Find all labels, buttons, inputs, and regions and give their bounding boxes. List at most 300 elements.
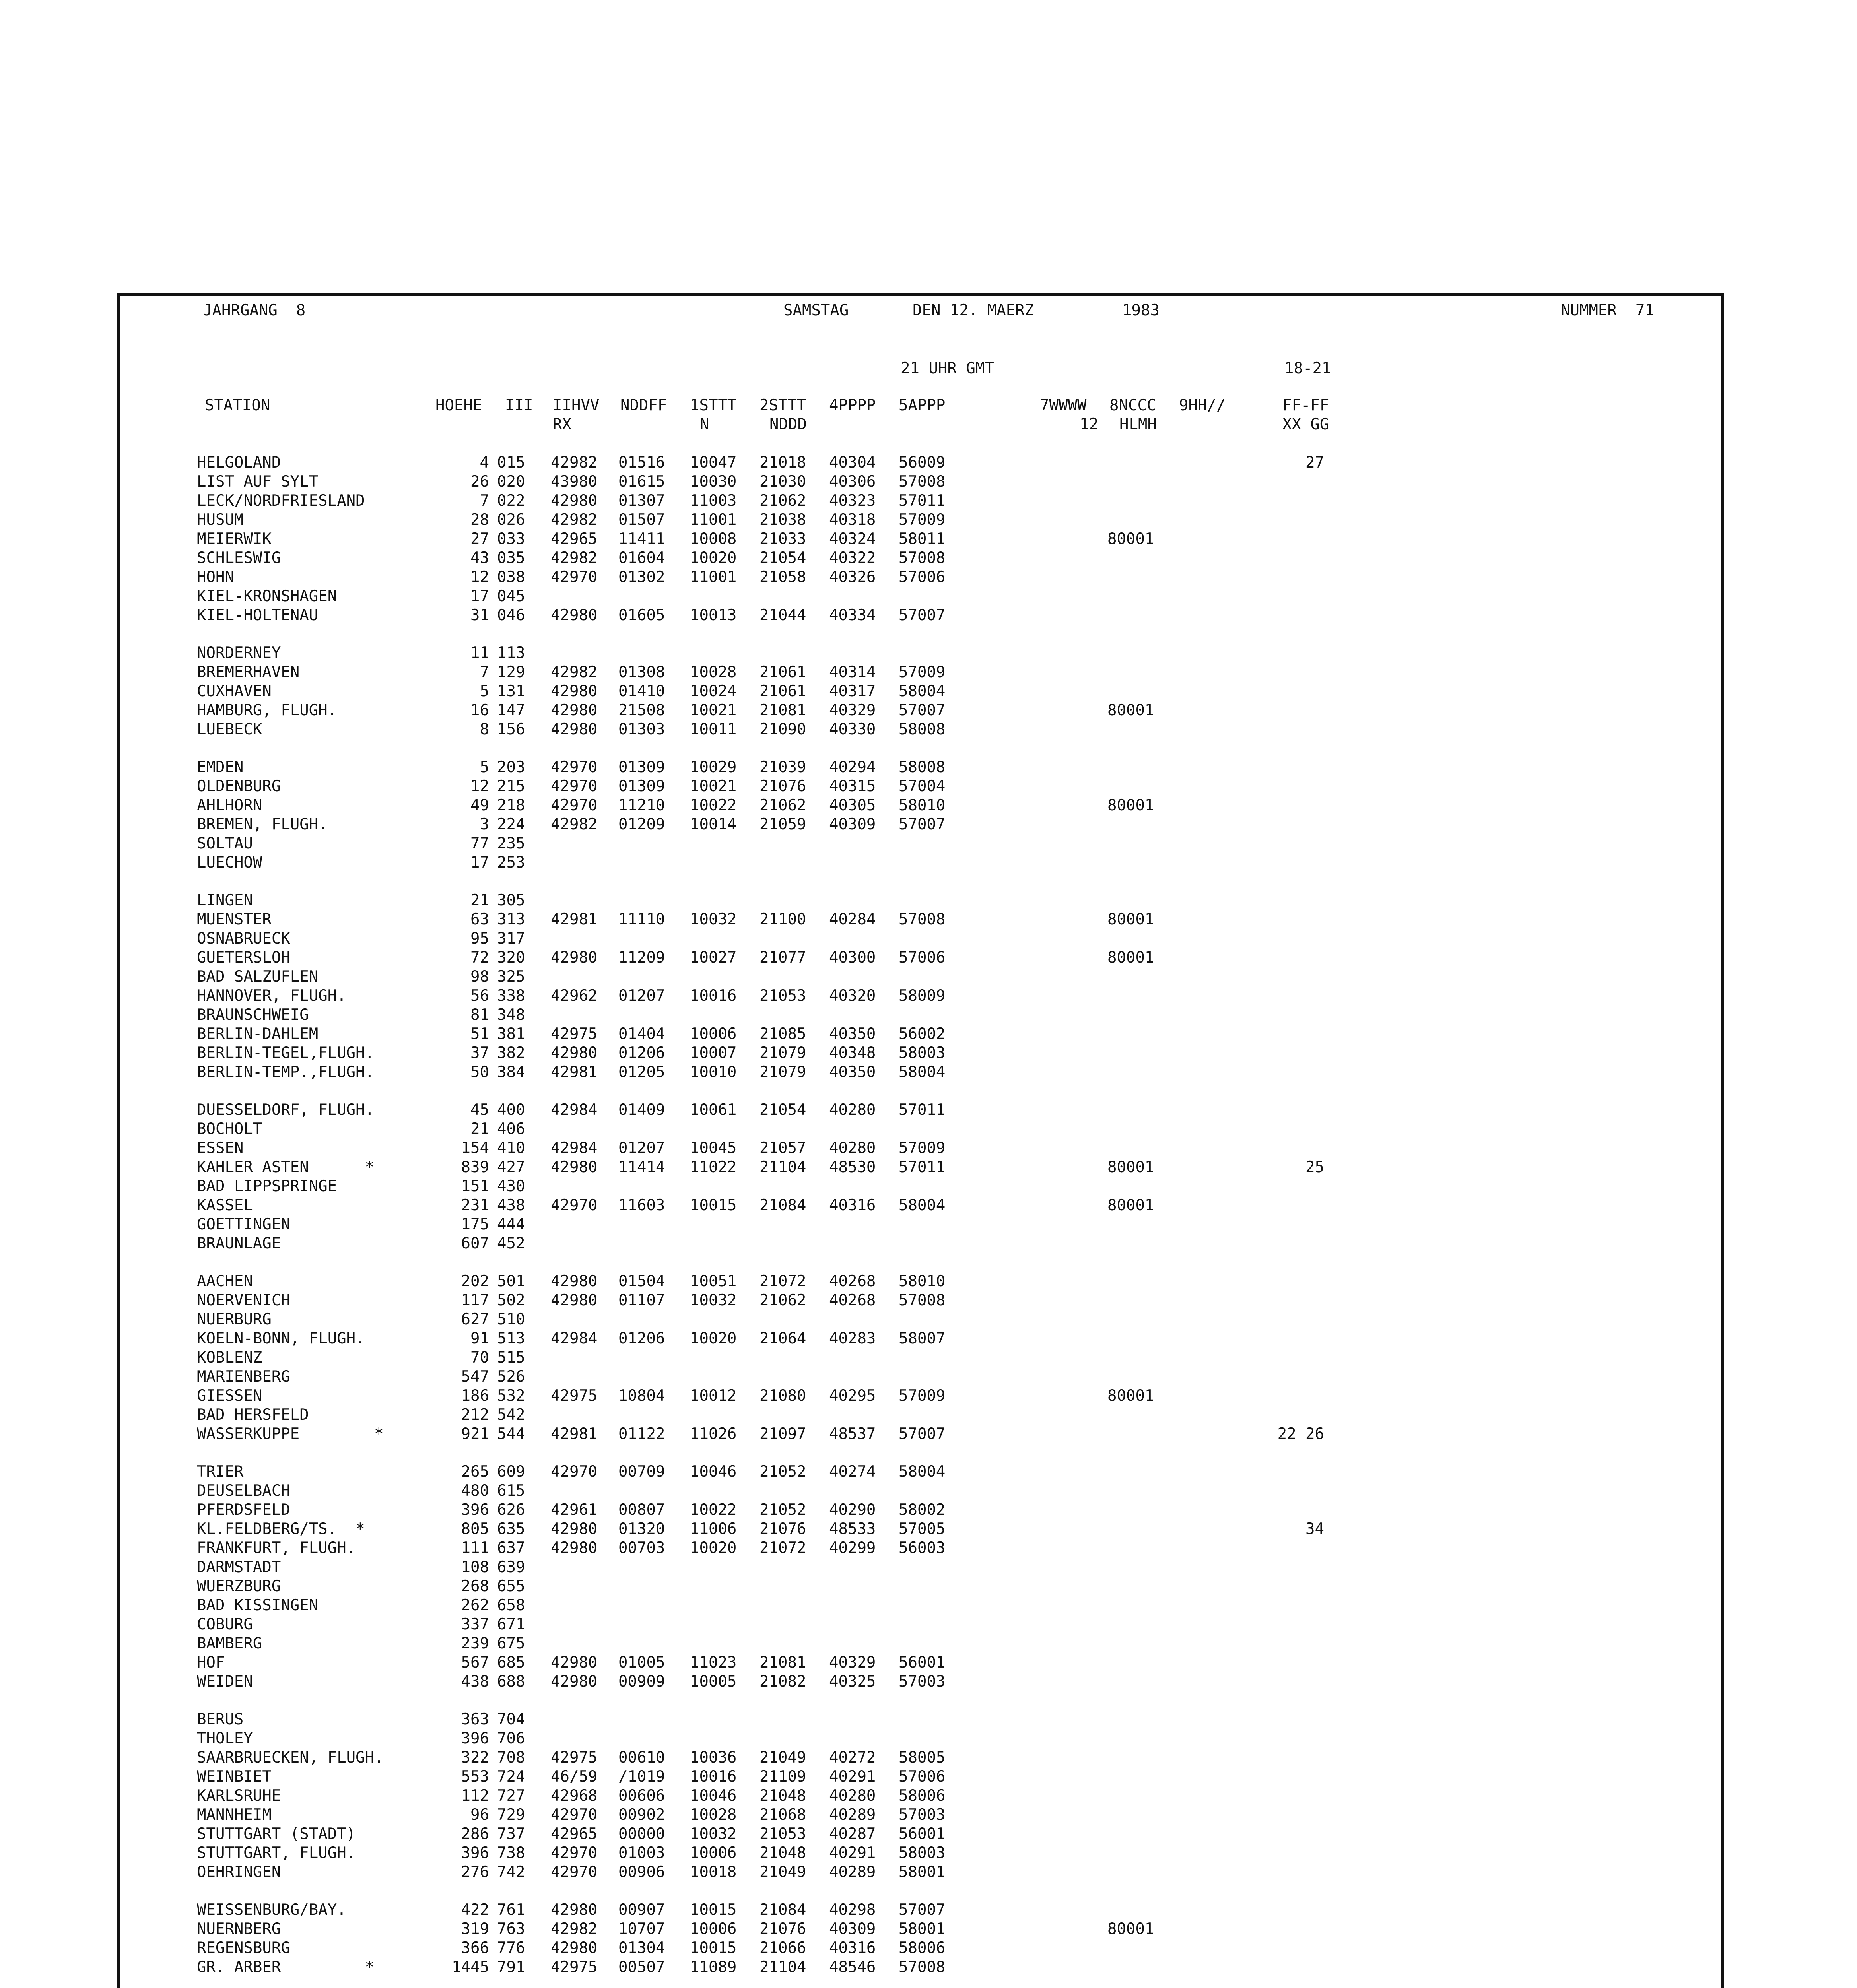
station-row xyxy=(117,1825,1724,1844)
cell-5appp: 57007 xyxy=(899,1425,946,1443)
station-name: BERLIN-DAHLEM xyxy=(197,1025,319,1043)
cell-hoehe: 31 xyxy=(470,606,489,624)
station-row xyxy=(117,1863,1724,1882)
station-row xyxy=(117,1215,1724,1234)
cell-nddff: 01604 xyxy=(618,549,665,567)
station-name: COBURG xyxy=(197,1615,253,1633)
cell-hoehe: 438 xyxy=(461,1673,489,1691)
cell-5appp: 58004 xyxy=(899,1463,946,1481)
cell-nddff: 01206 xyxy=(618,1044,665,1062)
cell-2sttt: 21064 xyxy=(760,1330,806,1347)
cell-nddff: 00703 xyxy=(618,1539,665,1557)
station-row xyxy=(117,1025,1724,1044)
cell-4pppp: 40320 xyxy=(829,987,876,1005)
cell-hoehe: 3 xyxy=(480,815,489,833)
cell-nddff: 01309 xyxy=(618,758,665,776)
station-row xyxy=(117,1462,1724,1481)
station-name: WEISSENBURG/BAY. xyxy=(197,1901,346,1919)
cell-2sttt: 21039 xyxy=(760,758,806,776)
cell-nddff: 01410 xyxy=(618,682,665,700)
cell-5appp: 58006 xyxy=(899,1939,946,1957)
cell-iii: 444 xyxy=(497,1215,525,1233)
cell-hoehe: 4 xyxy=(480,454,489,472)
cell-iii: 218 xyxy=(497,796,525,814)
station-name: DEUSELBACH xyxy=(197,1482,290,1500)
cell-2sttt: 21090 xyxy=(760,720,806,738)
cell-4pppp: 48546 xyxy=(829,1958,876,1976)
cell-nddff: 01307 xyxy=(618,492,665,510)
cell-1sttt: 10006 xyxy=(690,1844,737,1862)
cell-nddff: 01122 xyxy=(618,1425,665,1443)
cell-1sttt: 10028 xyxy=(690,1806,737,1824)
col-8nccc-sub: HLMH xyxy=(1119,415,1157,433)
cell-ffgg: 25 xyxy=(1305,1158,1324,1176)
cell-iii: 305 xyxy=(497,891,525,909)
cell-iihvv: 42975 xyxy=(551,1749,598,1767)
cell-iii: 317 xyxy=(497,930,525,947)
cell-4pppp: 40314 xyxy=(829,663,876,681)
cell-4pppp: 48533 xyxy=(829,1520,876,1538)
cell-4pppp: 40317 xyxy=(829,682,876,700)
cell-4pppp: 40283 xyxy=(829,1330,876,1347)
station-name: DARMSTADT xyxy=(197,1558,281,1576)
station-name: SCHLESWIG xyxy=(197,549,281,567)
cell-2sttt: 21077 xyxy=(760,949,806,967)
group-separator xyxy=(117,1444,1724,1462)
station-name: BAMBERG xyxy=(197,1635,262,1652)
cell-hoehe: 839 xyxy=(461,1158,489,1176)
col-1sttt: 1STTT xyxy=(690,396,737,414)
cell-5appp: 57004 xyxy=(899,777,946,795)
cell-5appp: 57007 xyxy=(899,606,946,624)
cell-5appp: 58009 xyxy=(899,987,946,1005)
col-nddff: NDDFF xyxy=(620,396,667,414)
cell-5appp: 58010 xyxy=(899,1272,946,1290)
cell-iii: 724 xyxy=(497,1768,525,1786)
station-row xyxy=(117,1481,1724,1501)
cell-5appp: 56009 xyxy=(899,454,946,472)
cell-2sttt: 21097 xyxy=(760,1425,806,1443)
cell-2sttt: 21018 xyxy=(760,454,806,472)
station-row xyxy=(117,1672,1724,1691)
cell-2sttt: 21038 xyxy=(760,511,806,529)
station-row xyxy=(117,1539,1724,1558)
cell-2sttt: 21048 xyxy=(760,1844,806,1862)
cell-4pppp: 40334 xyxy=(829,606,876,624)
station-name: BRAUNSCHWEIG xyxy=(197,1006,309,1024)
cell-iihvv: 42980 xyxy=(551,1044,598,1062)
cell-1sttt: 10061 xyxy=(690,1101,737,1119)
cell-hoehe: 21 xyxy=(470,891,489,909)
cell-2sttt: 21062 xyxy=(760,1291,806,1309)
cell-4pppp: 40325 xyxy=(829,1673,876,1691)
station-row xyxy=(117,1653,1724,1672)
cell-4pppp: 40305 xyxy=(829,796,876,814)
cell-2sttt: 21054 xyxy=(760,549,806,567)
cell-iii: 637 xyxy=(497,1539,525,1557)
station-row xyxy=(117,986,1724,1006)
cell-hoehe: 5 xyxy=(480,758,489,776)
station-row xyxy=(117,1406,1724,1425)
station-row xyxy=(117,1501,1724,1520)
cell-4pppp: 40280 xyxy=(829,1139,876,1157)
cell-iihvv: 42970 xyxy=(551,777,598,795)
cell-hoehe: 98 xyxy=(470,968,489,986)
cell-1sttt: 11089 xyxy=(690,1958,737,1976)
cell-iihvv: 42980 xyxy=(551,1291,598,1309)
station-name: THOLEY xyxy=(197,1730,253,1747)
cell-nddff: 10804 xyxy=(618,1387,665,1405)
cell-5appp: 58002 xyxy=(899,1501,946,1519)
cell-iii: 452 xyxy=(497,1235,525,1252)
col-2sttt-sub: NDDD xyxy=(769,415,807,433)
cell-nddff: 21508 xyxy=(618,701,665,719)
cell-iihvv: 42980 xyxy=(551,701,598,719)
cell-hoehe: 212 xyxy=(461,1406,489,1424)
station-row xyxy=(117,568,1724,587)
cell-2sttt: 21052 xyxy=(760,1501,806,1519)
cell-nddff: 00902 xyxy=(618,1806,665,1824)
cell-4pppp: 40326 xyxy=(829,568,876,586)
station-row xyxy=(117,1120,1724,1139)
station-name: HUSUM xyxy=(197,511,244,529)
col-ff-sub: XX GG xyxy=(1282,415,1329,433)
cell-hoehe: 175 xyxy=(461,1215,489,1233)
station-row xyxy=(117,682,1724,701)
cell-iii: 685 xyxy=(497,1654,525,1672)
cell-5appp: 57005 xyxy=(899,1520,946,1538)
cell-4pppp: 40287 xyxy=(829,1825,876,1843)
cell-iii: 776 xyxy=(497,1939,525,1957)
cell-1sttt: 10032 xyxy=(690,1825,737,1843)
station-row xyxy=(117,758,1724,777)
cell-2sttt: 21076 xyxy=(760,1920,806,1938)
cell-1sttt: 10013 xyxy=(690,606,737,624)
cell-iii: 635 xyxy=(497,1520,525,1538)
cell-nddff: 00507 xyxy=(618,1958,665,1976)
cell-5appp: 58004 xyxy=(899,682,946,700)
year: 1983 xyxy=(1122,301,1160,319)
period: 18-21 xyxy=(1284,359,1331,377)
cell-hoehe: 77 xyxy=(470,835,489,852)
station-name: HOHN xyxy=(197,568,234,586)
cell-iii: 203 xyxy=(497,758,525,776)
station-row xyxy=(117,1767,1724,1786)
cell-5appp: 58004 xyxy=(899,1196,946,1214)
cell-hoehe: 202 xyxy=(461,1272,489,1290)
cell-5appp: 58006 xyxy=(899,1787,946,1805)
cell-iii: 729 xyxy=(497,1806,525,1824)
station-row xyxy=(117,1786,1724,1806)
cell-hoehe: 547 xyxy=(461,1368,489,1386)
cell-8nccc: 80001 xyxy=(1107,949,1154,967)
cell-1sttt: 10005 xyxy=(690,1673,737,1691)
cell-2sttt: 21057 xyxy=(760,1139,806,1157)
cell-4pppp: 40306 xyxy=(829,473,876,491)
cell-2sttt: 21079 xyxy=(760,1063,806,1081)
station-row xyxy=(117,663,1724,682)
cell-5appp: 56003 xyxy=(899,1539,946,1557)
cell-nddff: 11414 xyxy=(618,1158,665,1176)
cell-iii: 655 xyxy=(497,1577,525,1595)
cell-nddff: 00709 xyxy=(618,1463,665,1481)
station-row xyxy=(117,1386,1724,1406)
cell-1sttt: 10022 xyxy=(690,796,737,814)
cell-hoehe: 567 xyxy=(461,1654,489,1672)
cell-1sttt: 10036 xyxy=(690,1749,737,1767)
cell-2sttt: 21072 xyxy=(760,1539,806,1557)
cell-nddff: 11209 xyxy=(618,949,665,967)
cell-5appp: 57007 xyxy=(899,815,946,833)
cell-hoehe: 50 xyxy=(470,1063,489,1081)
cell-hoehe: 396 xyxy=(461,1501,489,1519)
cell-1sttt: 10029 xyxy=(690,758,737,776)
station-row xyxy=(117,815,1724,834)
station-name: NUERBURG xyxy=(197,1310,272,1328)
cell-hoehe: 151 xyxy=(461,1177,489,1195)
cell-nddff: 01308 xyxy=(618,663,665,681)
col-iihvv-sub: RX xyxy=(553,415,571,433)
col-8nccc: 8NCCC xyxy=(1109,396,1156,414)
station-name: STUTTGART, FLUGH. xyxy=(197,1844,356,1862)
cell-iii: 501 xyxy=(497,1272,525,1290)
cell-iii: 348 xyxy=(497,1006,525,1024)
cell-5appp: 56001 xyxy=(899,1825,946,1843)
cell-iihvv: 42982 xyxy=(551,454,598,472)
station-row xyxy=(117,1729,1724,1748)
cell-iii: 410 xyxy=(497,1139,525,1157)
cell-1sttt: 10032 xyxy=(690,911,737,928)
cell-iii: 515 xyxy=(497,1349,525,1367)
cell-1sttt: 10046 xyxy=(690,1463,737,1481)
station-row xyxy=(117,1063,1724,1082)
cell-iihvv: 42980 xyxy=(551,492,598,510)
cell-hoehe: 262 xyxy=(461,1596,489,1614)
cell-5appp: 57007 xyxy=(899,1901,946,1919)
cell-1sttt: 10028 xyxy=(690,663,737,681)
cell-hoehe: 112 xyxy=(461,1787,489,1805)
cell-iihvv: 42981 xyxy=(551,911,598,928)
cell-iihvv: 42980 xyxy=(551,682,598,700)
cell-4pppp: 40280 xyxy=(829,1787,876,1805)
cell-5appp: 57009 xyxy=(899,1387,946,1405)
cell-8nccc: 80001 xyxy=(1107,911,1154,928)
cell-4pppp: 40299 xyxy=(829,1539,876,1557)
station-name: TRIER xyxy=(197,1463,244,1481)
cell-2sttt: 21072 xyxy=(760,1272,806,1290)
cell-1sttt: 10015 xyxy=(690,1939,737,1957)
col-7wwww: 7WWWW xyxy=(1040,396,1087,414)
cell-5appp: 57007 xyxy=(899,701,946,719)
cell-iii: 406 xyxy=(497,1120,525,1138)
station-row xyxy=(117,1139,1724,1158)
cell-5appp: 57008 xyxy=(899,549,946,567)
cell-iii: 639 xyxy=(497,1558,525,1576)
cell-5appp: 57009 xyxy=(899,663,946,681)
col-5appp: 5APPP xyxy=(899,396,946,414)
cell-5appp: 57006 xyxy=(899,568,946,586)
cell-nddff: 10707 xyxy=(618,1920,665,1938)
cell-hoehe: 396 xyxy=(461,1844,489,1862)
cell-5appp: 57008 xyxy=(899,473,946,491)
station-name: KOELN-BONN, FLUGH. xyxy=(197,1330,365,1347)
station-name: NUERNBERG xyxy=(197,1920,281,1938)
col-iii: III xyxy=(505,396,533,414)
cell-hoehe: 268 xyxy=(461,1577,489,1595)
station-row xyxy=(117,1348,1724,1367)
cell-4pppp: 40291 xyxy=(829,1844,876,1862)
cell-iii: 727 xyxy=(497,1787,525,1805)
cell-1sttt: 10020 xyxy=(690,1330,737,1347)
station-row xyxy=(117,834,1724,853)
cell-1sttt: 10008 xyxy=(690,530,737,548)
station-row xyxy=(117,1710,1724,1729)
cell-hoehe: 37 xyxy=(470,1044,489,1062)
cell-4pppp: 40274 xyxy=(829,1463,876,1481)
cell-iii: 737 xyxy=(497,1825,525,1843)
cell-4pppp: 40329 xyxy=(829,1654,876,1672)
station-name: MARIENBERG xyxy=(197,1368,290,1386)
cell-2sttt: 21030 xyxy=(760,473,806,491)
cell-nddff: 01003 xyxy=(618,1844,665,1862)
col-station: STATION xyxy=(205,396,270,414)
cell-iii: 046 xyxy=(497,606,525,624)
cell-hoehe: 91 xyxy=(470,1330,489,1347)
station-name: KIEL-HOLTENAU xyxy=(197,606,319,624)
station-row xyxy=(117,1367,1724,1386)
station-name: HANNOVER, FLUGH. xyxy=(197,987,346,1005)
col-hoehe: HOEHE xyxy=(435,396,482,414)
station-table xyxy=(117,453,1724,1988)
cell-2sttt: 21049 xyxy=(760,1863,806,1881)
cell-1sttt: 11001 xyxy=(690,568,737,586)
cell-nddff: 01507 xyxy=(618,511,665,529)
cell-1sttt: 11003 xyxy=(690,492,737,510)
cell-iii: 224 xyxy=(497,815,525,833)
cell-iii: 338 xyxy=(497,987,525,1005)
cell-iii: 708 xyxy=(497,1749,525,1767)
station-row xyxy=(117,472,1724,491)
cell-4pppp: 40350 xyxy=(829,1025,876,1043)
cell-2sttt: 21059 xyxy=(760,815,806,833)
cell-2sttt: 21062 xyxy=(760,492,806,510)
cell-1sttt: 11023 xyxy=(690,1654,737,1672)
cell-iii: 325 xyxy=(497,968,525,986)
station-row xyxy=(117,1748,1724,1767)
issue-number: NUMMER 71 xyxy=(1561,301,1654,319)
station-name: WUERZBURG xyxy=(197,1577,281,1595)
station-name: BAD LIPPSPRINGE xyxy=(197,1177,337,1195)
station-row xyxy=(117,1177,1724,1196)
station-name: HAMBURG, FLUGH. xyxy=(197,701,337,719)
cell-2sttt: 21053 xyxy=(760,987,806,1005)
cell-1sttt: 10021 xyxy=(690,701,737,719)
cell-4pppp: 40291 xyxy=(829,1768,876,1786)
cell-2sttt: 21109 xyxy=(760,1768,806,1786)
station-row xyxy=(117,948,1724,967)
station-name: ESSEN xyxy=(197,1139,244,1157)
cell-iihvv: 42968 xyxy=(551,1787,598,1805)
station-name: BERLIN-TEGEL,FLUGH. xyxy=(197,1044,375,1062)
cell-1sttt: 10006 xyxy=(690,1920,737,1938)
cell-5appp: 58001 xyxy=(899,1920,946,1938)
cell-hoehe: 117 xyxy=(461,1291,489,1309)
cell-iihvv: 42982 xyxy=(551,511,598,529)
station-row xyxy=(117,1329,1724,1348)
cell-hoehe: 265 xyxy=(461,1463,489,1481)
cell-1sttt: 10051 xyxy=(690,1272,737,1290)
cell-nddff: 00606 xyxy=(618,1787,665,1805)
jahrgang: JAHRGANG 8 xyxy=(203,301,306,319)
cell-5appp: 58004 xyxy=(899,1063,946,1081)
station-name: FRANKFURT, FLUGH. xyxy=(197,1539,356,1557)
station-name: BAD KISSINGEN xyxy=(197,1596,319,1614)
cell-5appp: 58008 xyxy=(899,758,946,776)
cell-2sttt: 21062 xyxy=(760,796,806,814)
station-name: KIEL-KRONSHAGEN xyxy=(197,587,337,605)
cell-8nccc: 80001 xyxy=(1107,701,1154,719)
group-separator xyxy=(117,1253,1724,1272)
station-row xyxy=(117,891,1724,910)
cell-2sttt: 21061 xyxy=(760,682,806,700)
cell-iihvv: 42970 xyxy=(551,1844,598,1862)
cell-2sttt: 21033 xyxy=(760,530,806,548)
cell-iii: 704 xyxy=(497,1710,525,1728)
cell-iihvv: 42970 xyxy=(551,796,598,814)
station-row xyxy=(117,1272,1724,1291)
cell-iii: 658 xyxy=(497,1596,525,1614)
cell-hoehe: 8 xyxy=(480,720,489,738)
station-name: BERUS xyxy=(197,1710,244,1728)
cell-1sttt: 11001 xyxy=(690,511,737,529)
cell-4pppp: 40350 xyxy=(829,1063,876,1081)
col-1sttt-sub: N xyxy=(700,415,709,433)
station-name: KARLSRUHE xyxy=(197,1787,281,1805)
station-row xyxy=(117,967,1724,986)
station-row xyxy=(117,1291,1724,1310)
cell-8nccc: 80001 xyxy=(1107,1196,1154,1214)
cell-hoehe: 26 xyxy=(470,473,489,491)
cell-2sttt: 21084 xyxy=(760,1901,806,1919)
cell-iii: 045 xyxy=(497,587,525,605)
station-row xyxy=(117,1425,1724,1444)
cell-2sttt: 21066 xyxy=(760,1939,806,1957)
cell-iihvv: 42981 xyxy=(551,1063,598,1081)
cell-1sttt: 10027 xyxy=(690,949,737,967)
cell-hoehe: 480 xyxy=(461,1482,489,1500)
cell-2sttt: 21085 xyxy=(760,1025,806,1043)
cell-iihvv: 42980 xyxy=(551,949,598,967)
cell-nddff: 01005 xyxy=(618,1654,665,1672)
cell-4pppp: 40272 xyxy=(829,1749,876,1767)
station-row xyxy=(117,1844,1724,1863)
cell-5appp: 58003 xyxy=(899,1844,946,1862)
cell-nddff: 01516 xyxy=(618,454,665,472)
cell-iihvv: 42961 xyxy=(551,1501,598,1519)
cell-4pppp: 40316 xyxy=(829,1196,876,1214)
station-name: WASSERKUPPE * xyxy=(197,1425,384,1443)
station-name: LECK/NORDFRIESLAND xyxy=(197,492,365,510)
station-row xyxy=(117,1806,1724,1825)
cell-4pppp: 40322 xyxy=(829,549,876,567)
cell-iihvv: 42980 xyxy=(551,606,598,624)
cell-hoehe: 28 xyxy=(470,511,489,529)
cell-iii: 026 xyxy=(497,511,525,529)
cell-nddff: /1019 xyxy=(618,1768,665,1786)
cell-hoehe: 921 xyxy=(461,1425,489,1443)
cell-4pppp: 40294 xyxy=(829,758,876,776)
cell-hoehe: 45 xyxy=(470,1101,489,1119)
